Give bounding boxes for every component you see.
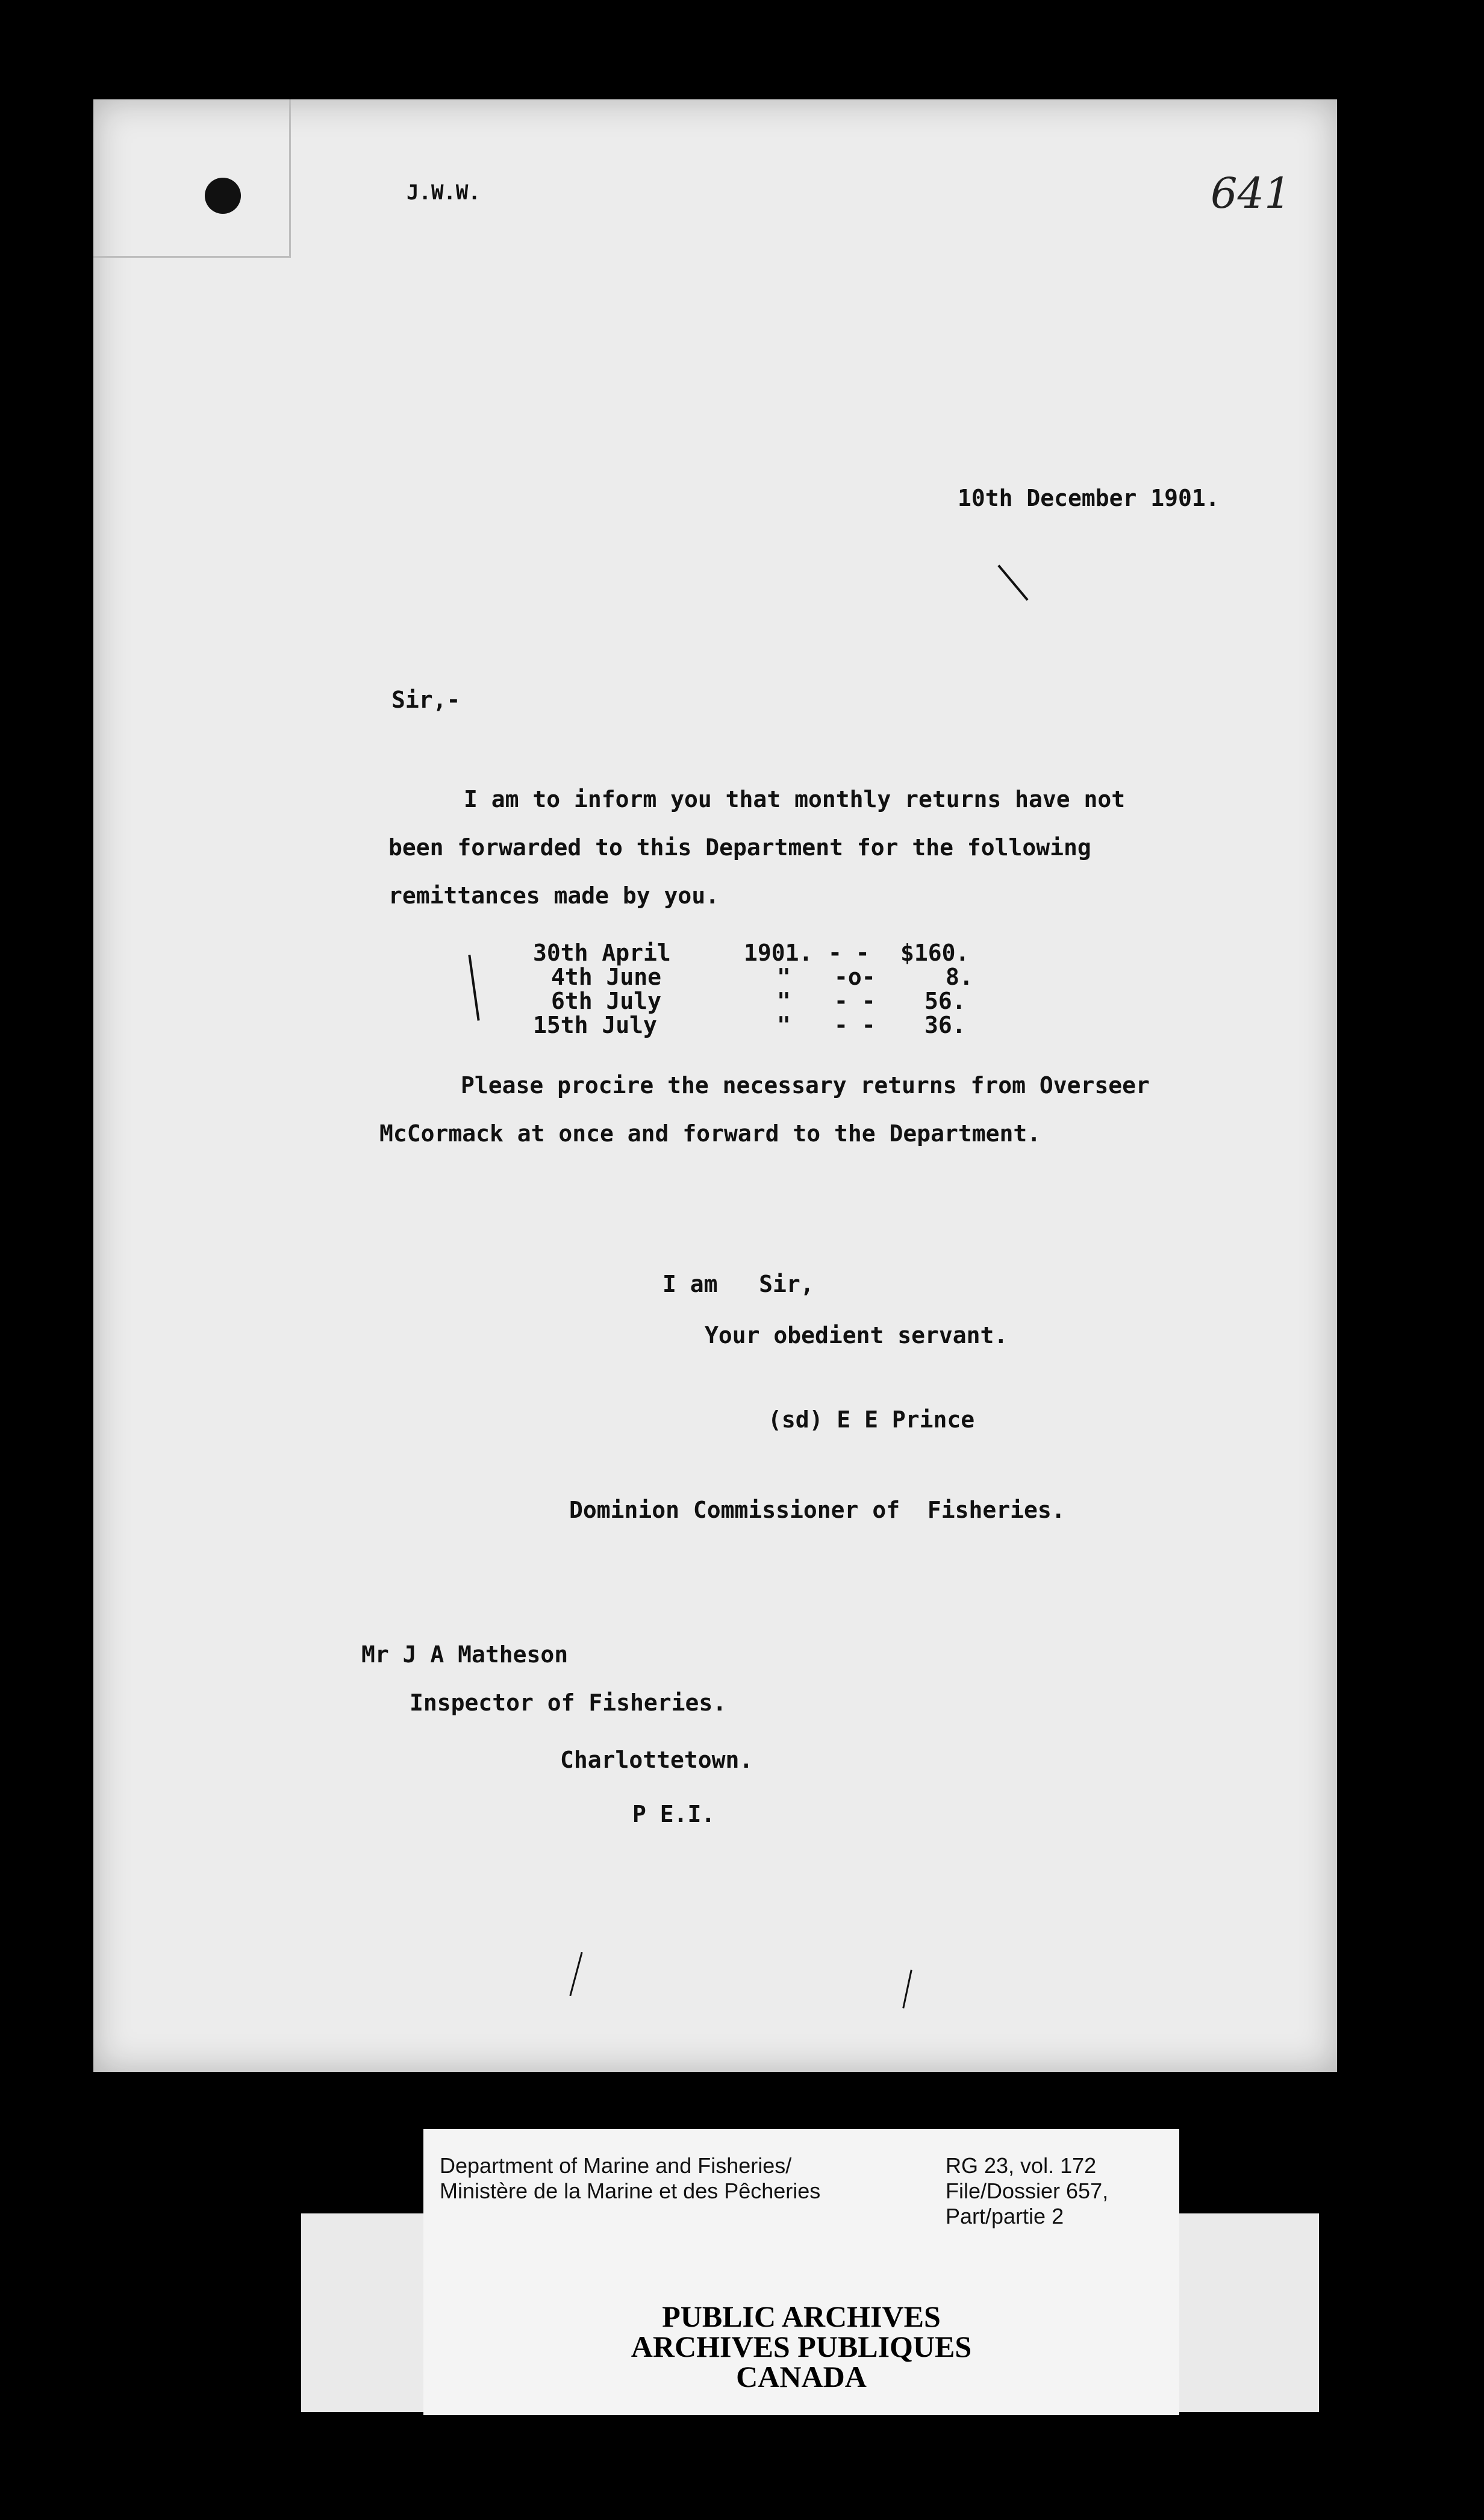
salutation: Sir,- [391, 687, 461, 713]
remittance-sep: - - [834, 988, 876, 1014]
remittance-year: " [777, 988, 791, 1014]
archives-country: CANADA [736, 2360, 867, 2394]
label-ref-part: Part/partie 2 [946, 2204, 1064, 2228]
remittance-year: " [777, 964, 791, 990]
recipient-name: Mr J A Matheson [361, 1641, 569, 1668]
recipient-title: Inspector of Fisheries. [410, 1689, 727, 1716]
request-line: McCormack at once and forward to the Department. [379, 1120, 1041, 1147]
remittance-sep: - - [834, 1012, 876, 1038]
label-dept-fr: Ministère de la Marine et des Pêcheries [440, 2178, 821, 2203]
archives-title-fr: ARCHIVES PUBLIQUES [631, 2330, 972, 2363]
signatory-title: Dominion Commissioner of Fisheries. [569, 1497, 1065, 1523]
body-line: remittances made by you. [388, 882, 720, 909]
remittance-date: 30th April [533, 940, 671, 966]
page-number: 641 [1211, 169, 1291, 218]
remittance-date: 6th July [551, 988, 662, 1014]
initials: J.W.W. [407, 181, 481, 205]
remittance-amount: 36. [924, 1012, 966, 1038]
body-line: I am to inform you that monthly returns have not [464, 786, 1126, 812]
label-ref-file: File/Dossier 657, [946, 2178, 1109, 2203]
letter-date: 10th December 1901. [958, 485, 1220, 511]
request-line: Please procire the necessary returns from Overseer [461, 1072, 1150, 1099]
body-line: been forwarded to this Department for the following [388, 834, 1091, 861]
recipient-city: Charlottetown. [560, 1747, 753, 1773]
label-dept-en: Department of Marine and Fisheries/ [440, 2153, 792, 2178]
remittance-amount: 56. [924, 988, 966, 1014]
closing-line: Your obedient servant. [705, 1322, 1008, 1349]
remittance-amount: 8. [946, 964, 973, 990]
remittance-sep: - - [828, 940, 870, 966]
recipient-province: P E.I. [632, 1801, 716, 1827]
remittance-year: " [777, 1012, 791, 1038]
remittance-amount: $160. [900, 940, 970, 966]
remittance-sep: -o- [834, 964, 876, 990]
punch-hole [205, 178, 241, 214]
archives-title-en: PUBLIC ARCHIVES [662, 2300, 941, 2333]
remittance-date: 4th June [551, 964, 662, 990]
stamp-box [93, 99, 291, 258]
remittance-date: 15th July [533, 1012, 657, 1038]
signature: (sd) E E Prince [768, 1406, 975, 1433]
label-ref-volume: RG 23, vol. 172 [946, 2153, 1097, 2178]
remittance-year: 1901. [744, 940, 813, 966]
closing-line: I am Sir, [662, 1271, 814, 1297]
